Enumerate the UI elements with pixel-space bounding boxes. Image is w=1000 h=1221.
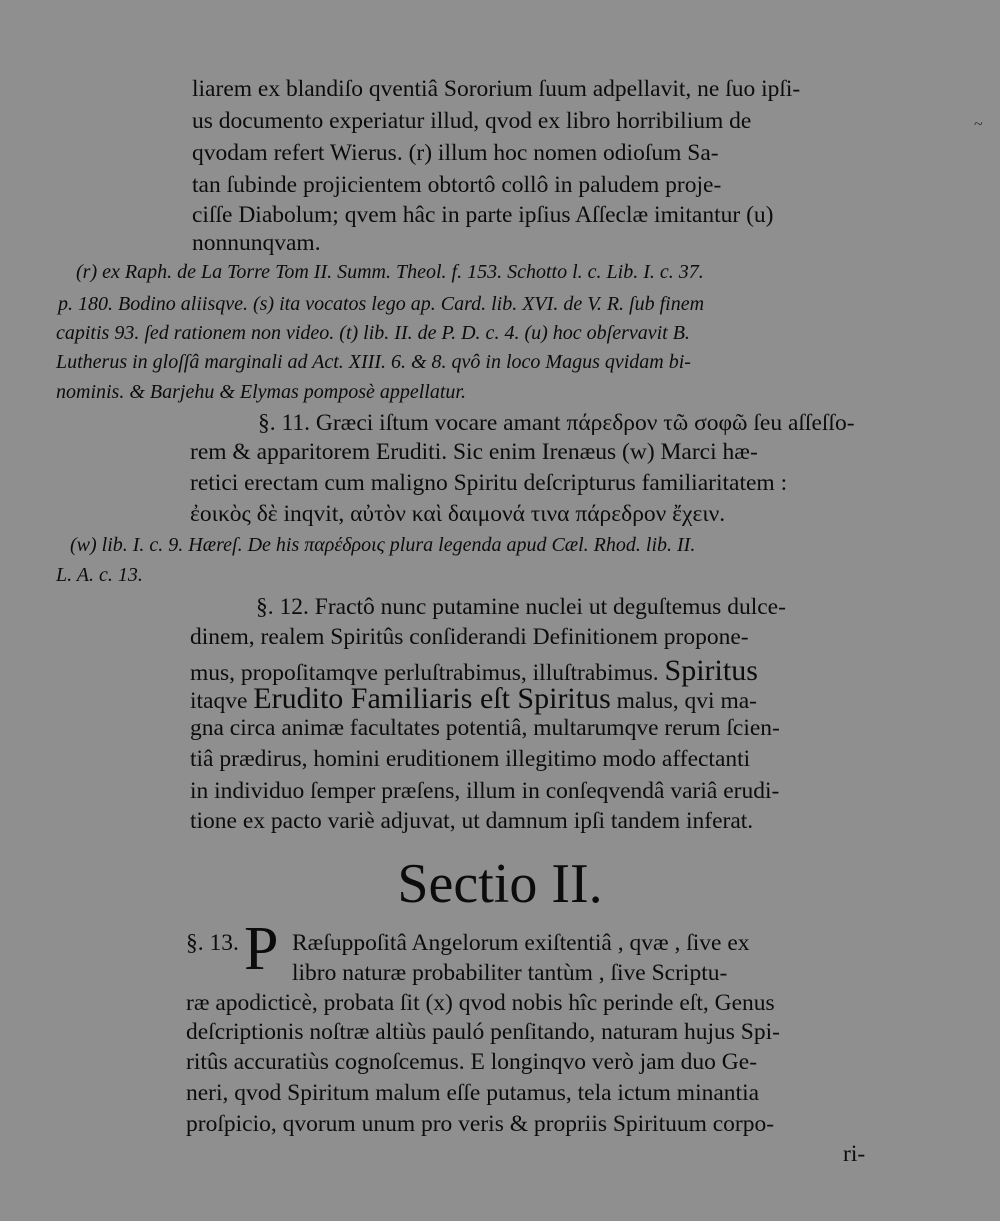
text-line: libro naturæ probabiliter tantùm , ſive Scriptu- xyxy=(292,960,728,986)
text-line: nonnunqvam. xyxy=(192,230,321,256)
text-line: rem & apparitorem Eruditi. Sic enim Irenæus (w) Marci hæ- xyxy=(190,439,758,465)
text-fragment: itaqve xyxy=(190,688,248,714)
footnote-line: (w) lib. I. c. 9. Hæreſ. De his παρέδροις plura legenda apud Cæl. Rhod. lib. II. xyxy=(70,534,696,556)
emphasized-phrase: Erudito Familiaris eſt Spiritus xyxy=(253,682,611,715)
emphasized-word: Spiritus xyxy=(664,654,758,687)
text-fragment: mus, propoſitamqve perluſtrabimus, illuſtrabimus. xyxy=(190,660,659,686)
text-line xyxy=(190,684,757,714)
section-heading: Sectio II. xyxy=(397,853,603,915)
text-line: Ræſuppoſitâ Angelorum exiſtentiâ , qvæ , ſive ex xyxy=(292,930,750,956)
text-line: ræ apodicticè, probata ſit (x) qvod nobis hîc perinde eſt, Genus xyxy=(186,990,775,1016)
text-line: tione ex pacto variè adjuvat, ut damnum ipſi tandem inferat. xyxy=(190,808,754,834)
text-line: liarem ex blandiſo qventiâ Sororium ſuum adpellavit, ne ſuo ipſi- xyxy=(192,76,801,102)
text-line: ciſſe Diabolum; qvem hâc in parte ipſius Aſſeclæ imitantur (u) xyxy=(192,202,774,228)
text-line: ritûs accuratiùs cognoſcemus. E longinqvo verò jam duo Ge- xyxy=(186,1049,758,1075)
section-mark: §. 13. xyxy=(186,930,239,956)
text-line: ἐοικὸς δὲ inqvit, αὐτὸν καὶ δαιμονά τινα πάρεδρον ἔχειν. xyxy=(190,501,726,527)
text-line: qvodam refert Wierus. (r) illum hoc nomen odioſum Sa- xyxy=(192,140,719,166)
text-line: us documento experiatur illud, qvod ex libro horribilium de xyxy=(192,108,752,134)
footnote-line: capitis 93. ſed rationem non video. (t) lib. II. de P. D. c. 4. (u) hoc obſervavit B. xyxy=(56,322,690,344)
drop-cap: P xyxy=(244,915,279,983)
text-line: dinem, realem Spiritûs conſiderandi Definitionem propone- xyxy=(190,624,749,650)
text-line: deſcriptionis noſtræ altiùs pauló penſitando, naturam hujus Spi- xyxy=(186,1019,780,1045)
text-line: proſpicio, qvorum unum pro veris & propriis Spirituum corpo- xyxy=(186,1111,775,1137)
footnote-line: p. 180. Bodino aliisqve. (s) ita vocatos lego ap. Card. lib. XVI. de V. R. ſub finem xyxy=(58,293,705,315)
footnote-line: Lutherus in gloſſâ marginali ad Act. XIII. 6. & 8. qvô in loco Magus qvidam bi- xyxy=(56,351,691,373)
footnote-line: L. A. c. 13. xyxy=(56,564,143,586)
margin-mark: ~ xyxy=(974,116,983,133)
text-line: gna circa animæ facultates potentiâ, multarumqve rerum ſcien- xyxy=(190,715,780,741)
text-line: in individuo ſemper præſens, illum in conſeqvendâ variâ erudi- xyxy=(190,778,780,804)
text-line: tiâ prædirus, homini eruditionem illegitimo modo affectanti xyxy=(190,746,751,772)
footnote-line: nominis. & Barjehu & Elymas pomposè appellatur. xyxy=(56,381,466,403)
text-line: retici erectam cum maligno Spiritu deſcripturus familiaritatem : xyxy=(190,470,788,496)
text-line: §. 12. Fractô nunc putamine nuclei ut deguſtemus dulce- xyxy=(256,594,786,620)
text-line: tan ſubinde projicientem obtortô collô in paludem proje- xyxy=(192,172,722,198)
text-line: neri, qvod Spiritum malum eſſe putamus, tela ictum minantia xyxy=(186,1080,760,1106)
footnote-line: (r) ex Raph. de La Torre Tom II. Summ. Theol. f. 153. Schotto l. c. Lib. I. c. 37. xyxy=(76,261,704,283)
catchword: ri- xyxy=(843,1141,866,1167)
text-fragment: malus, qvi ma- xyxy=(616,688,757,714)
text-line: §. 11. Græci iſtum vocare amant πάρεδρον τῶ σοφῶ ſeu aſſeſſo- xyxy=(258,410,855,436)
